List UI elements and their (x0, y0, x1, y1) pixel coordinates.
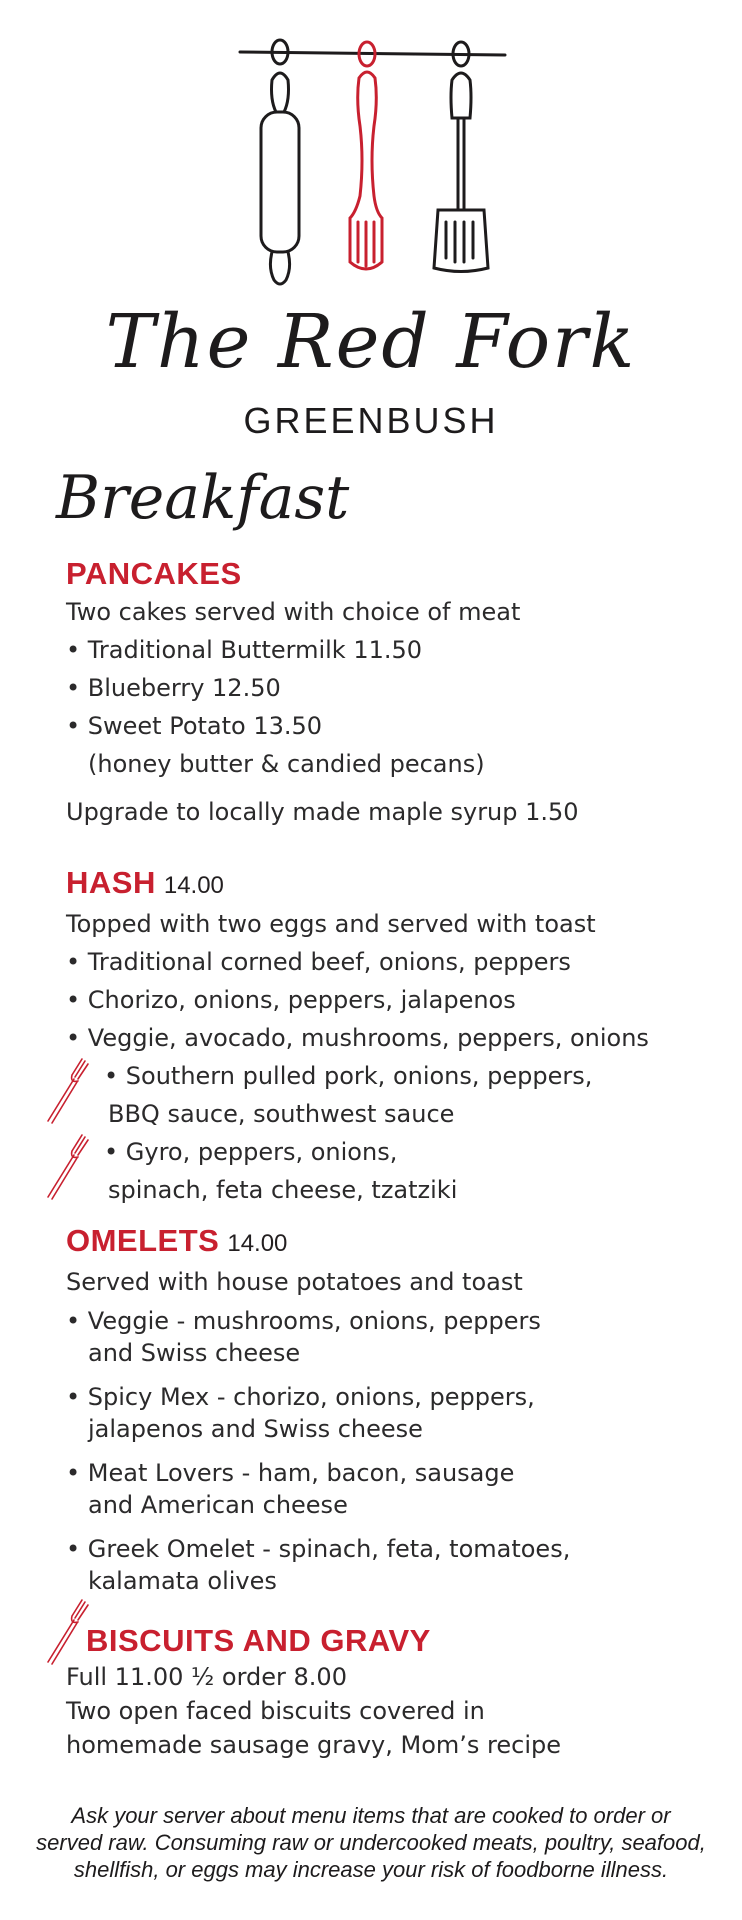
omelets-heading (66, 1222, 570, 1263)
hash-price: 14.00 (163, 872, 224, 899)
hash-heading (66, 864, 649, 905)
list-item (66, 1457, 570, 1521)
omelets-title: OMELETS (66, 1223, 220, 1258)
list-item (66, 1305, 570, 1369)
section-title: Breakfast (56, 463, 350, 533)
disclaimer-line: Ask your server about menu items that are cooked to order or (71, 1803, 671, 1828)
list-item: • Veggie, avocado, mushrooms, peppers, onions (66, 1024, 649, 1052)
omelets-price: 14.00 (227, 1230, 288, 1257)
brand-name: The Red Fork (105, 299, 637, 385)
upgrade-note: Upgrade to locally made maple syrup 1.50 (66, 798, 579, 826)
list-item: • Traditional Buttermilk 11.50 (66, 636, 423, 664)
pancakes-title: PANCAKES (66, 556, 242, 591)
hash-section (66, 864, 649, 1209)
item-line: spinach, feta cheese, tzatziki (108, 1176, 458, 1204)
item-line: kalamata olives (88, 1567, 277, 1595)
fork-icon (44, 1055, 90, 1127)
item-line: jalapenos and Swiss cheese (88, 1415, 423, 1443)
item-note: (honey butter & candied pecans) (88, 750, 485, 778)
utensil-rack-logo (0, 0, 742, 300)
brand-location: GREENBUSH (243, 400, 499, 441)
hash-description: Topped with two eggs and served with toast (66, 910, 596, 938)
omelets-description: Served with house potatoes and toast (66, 1268, 523, 1296)
biscuits-section (66, 1622, 561, 1762)
pancakes-description: Two cakes served with choice of meat (66, 598, 521, 626)
list-item: • Chorizo, onions, peppers, jalapenos (66, 986, 516, 1014)
item-line: BBQ sauce, southwest sauce (108, 1100, 455, 1128)
biscuits-description: homemade sausage gravy, Mom’s recipe (66, 1731, 561, 1759)
disclaimer-line: shellfish, or eggs may increase your risk of foodborne illness. (73, 1857, 669, 1882)
list-item (66, 1381, 570, 1445)
item-line: and American cheese (88, 1491, 348, 1519)
fork-icon (44, 1131, 90, 1203)
list-item (66, 1057, 649, 1133)
disclaimer-line: served raw. Consuming raw or undercooked meats, poultry, seafood, (36, 1830, 706, 1855)
biscuits-description: Two open faced biscuits covered in (66, 1697, 485, 1725)
item-line: • Southern pulled pork, onions, peppers, (104, 1062, 593, 1090)
item-line: • Gyro, peppers, onions, (104, 1138, 398, 1166)
list-item: • Sweet Potato 13.50 (66, 712, 323, 740)
list-item (66, 1533, 570, 1597)
food-safety-disclaimer (0, 1802, 742, 1883)
item-line: • Greek Omelet - spinach, feta, tomatoes, (66, 1535, 571, 1563)
list-item: • Blueberry 12.50 (66, 674, 281, 702)
item-line: • Meat Lovers - ham, bacon, sausage (66, 1459, 515, 1487)
biscuits-title: BISCUITS AND GRAVY (86, 1623, 431, 1658)
hash-title: HASH (66, 865, 156, 900)
item-line: and Swiss cheese (88, 1339, 301, 1367)
item-line: • Veggie - mushrooms, onions, peppers (66, 1307, 541, 1335)
list-item (66, 1133, 649, 1209)
item-line: • Spicy Mex - chorizo, onions, peppers, (66, 1383, 535, 1411)
omelets-section (66, 1222, 570, 1597)
pancakes-section (66, 555, 579, 831)
biscuits-prices: Full 11.00 ½ order 8.00 (66, 1663, 347, 1691)
list-item: • Traditional corned beef, onions, peppers (66, 948, 571, 976)
